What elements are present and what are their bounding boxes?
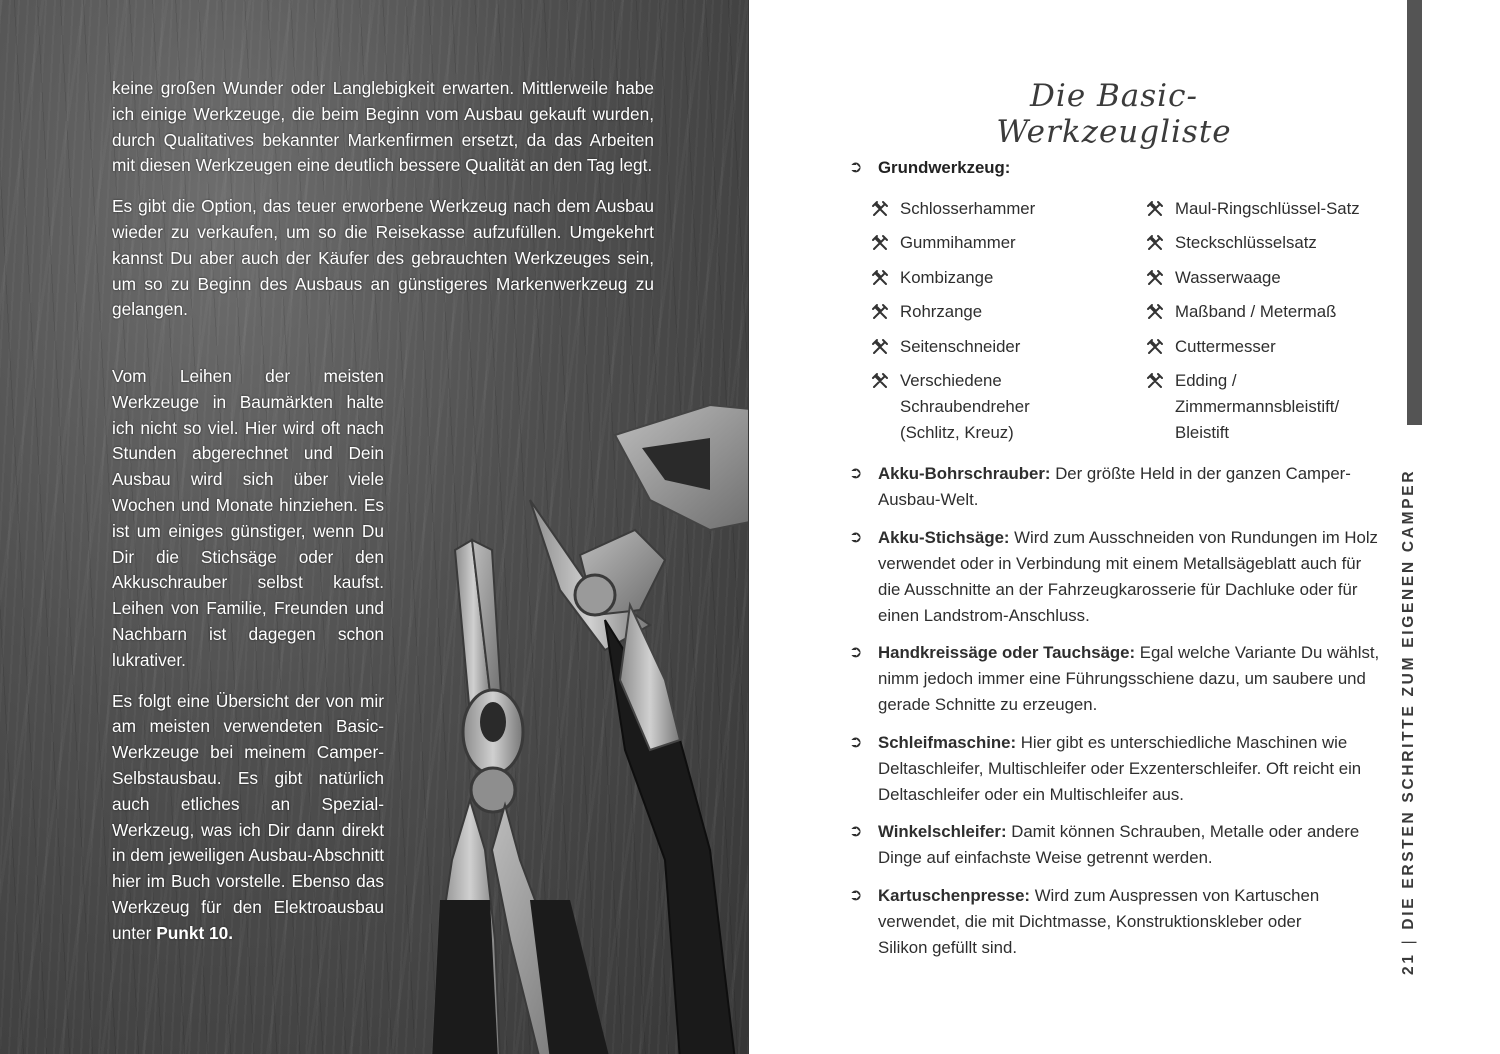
entry-text: Wird zum Auspressen von Kartuschen verwendet, die mit Dichtmasse, Konstruktionskleber oder Silikon gefüllt sind.	[878, 886, 1320, 957]
entry-text: Egal welche Variante Du wählst, nimm jedoch immer eine Führungsschiene dazu, um saubere und gerade Schnitte zu erzeugen.	[878, 643, 1380, 714]
pliers-photo	[380, 380, 749, 1054]
tool-label: Maul-Ringschlüssel-Satz	[1175, 199, 1360, 218]
grund-label: Grundwerkzeug:	[878, 158, 1011, 177]
tool-label: Gummihammer	[900, 233, 1016, 252]
tool-label: Edding / Zimmermannsbleistift/ Bleistift	[1175, 371, 1340, 442]
hammer-wrench-icon	[1146, 234, 1164, 252]
entry-name: Akku-Stichsäge:	[878, 528, 1010, 547]
page-number: 21	[1400, 952, 1417, 975]
entry-winkelschleifer	[878, 819, 1383, 871]
arrow-bullet-icon: ➲	[849, 159, 863, 176]
hammer-wrench-icon	[871, 303, 889, 321]
arrow-bullet-icon: ➲	[849, 823, 863, 840]
hammer-wrench-icon	[1146, 269, 1164, 287]
hammer-wrench-icon	[1146, 200, 1164, 218]
paragraph-4-bold: Punkt 10.	[156, 922, 234, 943]
tool-label: Wasserwaage	[1175, 268, 1281, 287]
paragraph-4	[112, 689, 384, 947]
arrow-bullet-icon: ➲	[849, 465, 863, 482]
tool-label: Steckschlüsselsatz	[1175, 233, 1317, 252]
tool-label: Verschiedene Schraubendreher (Schlitz, Kreuz)	[900, 371, 1030, 442]
paragraph-1: keine großen Wunder oder Langlebigkeit erwarten. Mittlerweile habe ich einige Werkzeuge, die beim Beginn vom Ausbau gekauft wurden, durch Qualitatives bekannter Markenfirmen ersetzt, da das Arbeiten mit diesen Werkzeugen eine deutlich bessere Qualität an den Tag legt.	[112, 78, 654, 176]
chapter-marker-bar	[1407, 0, 1422, 425]
caption-separator: |	[1400, 937, 1417, 945]
entry-schleifmaschine	[878, 730, 1383, 808]
left-text-top	[112, 76, 654, 338]
tool-label: Rohrzange	[900, 302, 983, 321]
chapter-caption	[1400, 469, 1418, 975]
entry-name: Kartuschenpresse:	[878, 886, 1031, 905]
paragraph-2: Es gibt die Option, das teuer erworbene Werkzeug nach dem Ausbau wieder zu verkaufen, um so die Reisekasse aufzufüllen. Umgekehrt kannst Du aber auch der Käufer des gebrauchten Werkzeuges sein, um so zu Beginn des Ausbaus an günstigeres Markenwerkzeug zu gelangen.	[112, 196, 654, 320]
entry-name: Schleifmaschine:	[878, 733, 1017, 752]
hammer-wrench-icon	[1146, 338, 1164, 356]
entry-text: Wird zum Ausschneiden von Rundungen im Holz verwendet oder in Verbindung mit einem Metallsägeblatt auch für die Ausschnitte an der Fahrzeugkarosserie für Dachluke oder für einen Landstrom-Anschluss.	[878, 528, 1378, 625]
hammer-wrench-icon	[871, 269, 889, 287]
entry-akku-bohrschrauber	[878, 461, 1383, 513]
hammer-wrench-icon	[871, 200, 889, 218]
tool-label: Seitenschneider	[900, 337, 1021, 356]
left-page	[0, 0, 749, 1054]
hammer-wrench-icon	[1146, 372, 1164, 390]
arrow-bullet-icon: ➲	[849, 644, 863, 661]
hammer-wrench-icon	[871, 234, 889, 252]
hammer-wrench-icon	[871, 372, 889, 390]
arrow-bullet-icon: ➲	[849, 887, 863, 904]
arrow-bullet-icon: ➲	[849, 529, 863, 546]
hammer-wrench-icon	[1146, 303, 1164, 321]
entry-text: Der größte Held in der ganzen Camper-Ausbau-Welt.	[878, 464, 1351, 509]
entry-akku-stichsaege	[878, 525, 1383, 629]
chapter-title: DIE ERSTEN SCHRITTE ZUM EIGENEN CAMPER	[1400, 468, 1417, 930]
left-text-column	[112, 364, 384, 962]
entry-kartuschenpresse	[878, 883, 1348, 961]
entry-text: Hier gibt es unterschiedliche Maschinen wie Deltaschleifer, Multischleifer oder Exzenterschleifer. Oft reicht ein Deltaschleifer oder ein Multischleifer aus.	[878, 733, 1362, 804]
hammer-wrench-icon	[871, 338, 889, 356]
entry-name: Akku-Bohrschrauber:	[878, 464, 1051, 483]
paragraph-4-text: Es folgt eine Übersicht der von mir am meisten verwendeten Basic-Werkzeuge bei meinem Camper-Selbstausbau. Es gibt natürlich auch etliches an Spezial-Werkzeug, was ich Dir dann direkt in dem jeweiligen Ausbau-Abschnitt hier im Buch vorstelle. Ebenso das Werkzeug für den Elektroausbau unter	[112, 690, 384, 943]
tool-label: Cuttermesser	[1175, 337, 1276, 356]
entry-text: Damit können Schrauben, Metalle oder andere Dinge auf einfachste Weise getrennt werden.	[878, 822, 1360, 867]
tool-label: Schlosserhammer	[900, 199, 1036, 218]
entry-name: Handkreissäge oder Tauchsäge:	[878, 643, 1136, 662]
arrow-bullet-icon: ➲	[849, 734, 863, 751]
page-title: Die Basic-Werkzeugliste	[996, 78, 1232, 150]
entry-handkreissaege	[878, 640, 1383, 718]
tool-label: Kombizange	[900, 268, 994, 287]
tool-label: Maßband / Metermaß	[1175, 302, 1337, 321]
right-page	[749, 0, 1500, 1054]
entry-name: Winkelschleifer:	[878, 822, 1007, 841]
paragraph-3: Vom Leihen der meisten Werkzeuge in Baumärkten halte ich nicht so viel. Hier wird oft nach Stunden abgerechnet und Dein Ausbau wird sich über viele Wochen und Monate hinziehen. Es ist um einiges günstiger, wenn Du Dir die Stichsäge oder den Akkuschrauber selbst kaufst. Leihen von Familie, Freunden und Nachbarn ist dagegen schon lukrativer.	[112, 366, 384, 670]
